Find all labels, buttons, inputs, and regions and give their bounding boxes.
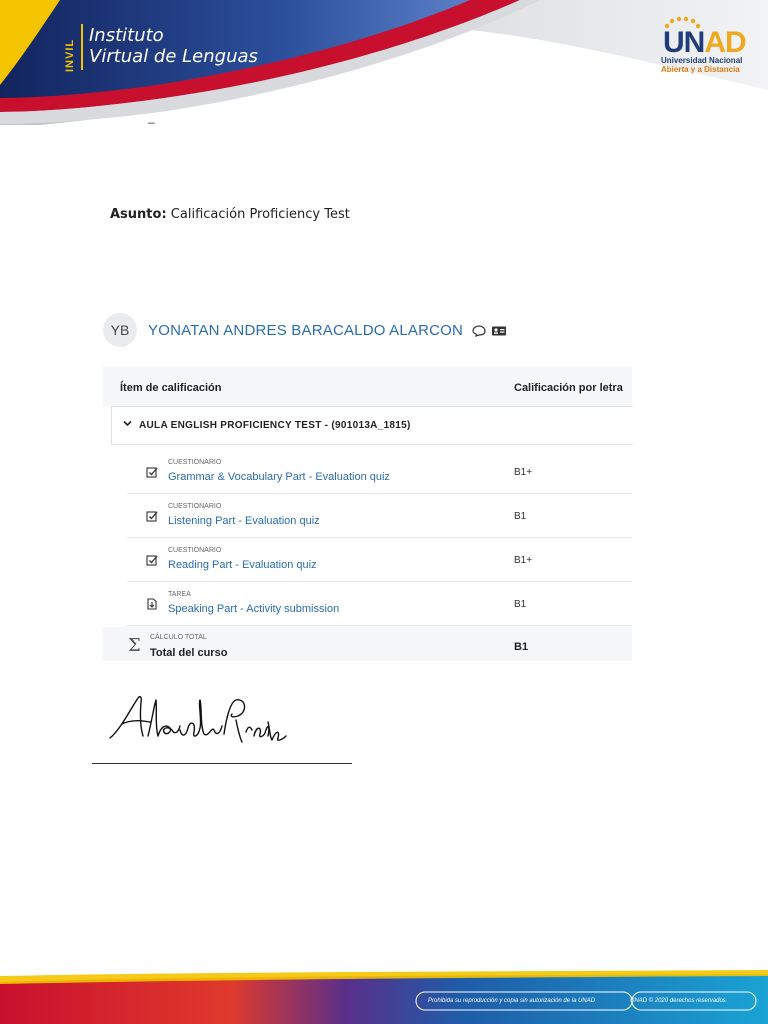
subject-value: Calificación Proficiency Test [170,207,350,222]
total-grade-value: B1 [514,641,529,653]
item-grade-value: B1 [514,511,527,522]
table-row [127,494,632,538]
student-action-icons [472,324,508,342]
chevron-down-icon[interactable] [123,419,132,430]
column-header-grade: Calificación por letra [514,382,623,394]
unad-wordmark: UNAD [663,26,746,59]
item-type-label: CUESTIONARIO [168,503,222,510]
footer-rights-notice: UNAD © 2020 derechos reservados [630,998,726,1004]
grade-item-link[interactable]: Speaking Part - Activity submission [168,603,340,615]
handwritten-signature [100,680,300,760]
grade-report-table [103,366,632,661]
assignment-icon [146,598,158,610]
quiz-icon [146,510,158,522]
total-label: Total del curso [150,647,228,659]
title-divider [81,24,83,70]
quiz-icon [146,554,158,566]
course-category-row[interactable] [111,406,633,445]
institute-title [89,25,258,67]
item-grade-value: B1+ [514,555,533,566]
grade-item-link[interactable]: Listening Part - Evaluation quiz [168,515,320,527]
subject-label: Asunto: [110,207,167,222]
table-row [127,450,632,494]
invil-vertical-tag: INVIL [64,38,76,72]
item-type-label: CUESTIONARIO [168,547,222,554]
total-type-label: CÁLCULO TOTAL [150,634,207,641]
signature-line [92,763,352,764]
table-row [127,538,632,582]
footer-copyright-notice: Prohibida su reproducción y copia sin autorización de la UNAD [428,998,596,1004]
item-grade-value: B1 [514,599,527,610]
subject-line [110,207,350,222]
unad-subtitle: Universidad Nacional Abierta y a Distancia [661,56,743,74]
header-dash: _ [148,110,155,124]
avatar: YB [103,313,137,347]
sigma-icon: Σ [128,635,141,656]
quiz-icon [146,466,158,478]
table-row [127,582,632,626]
item-type-label: TAREA [168,591,191,598]
student-name-link[interactable]: YONATAN ANDRES BARACALDO ALARCON [148,322,464,339]
message-icon[interactable] [473,326,485,336]
column-header-item: Ítem de calificación [120,382,222,394]
course-total-row [103,627,632,661]
item-grade-value: B1+ [514,467,533,478]
grade-item-link[interactable]: Grammar & Vocabulary Part - Evaluation quiz [168,471,390,483]
grade-item-link[interactable]: Reading Part - Evaluation quiz [168,559,317,571]
institute-title-line2: Virtual de Lenguas [89,46,258,67]
contact-card-icon[interactable] [492,327,506,336]
institute-title-line1: Instituto [89,25,164,46]
unad-logo [655,16,745,80]
item-type-label: CUESTIONARIO [168,459,222,466]
table-header-row [103,366,632,406]
course-title: AULA ENGLISH PROFICIENCY TEST - (901013A_1815) [139,420,411,431]
grade-items-list [127,450,632,627]
